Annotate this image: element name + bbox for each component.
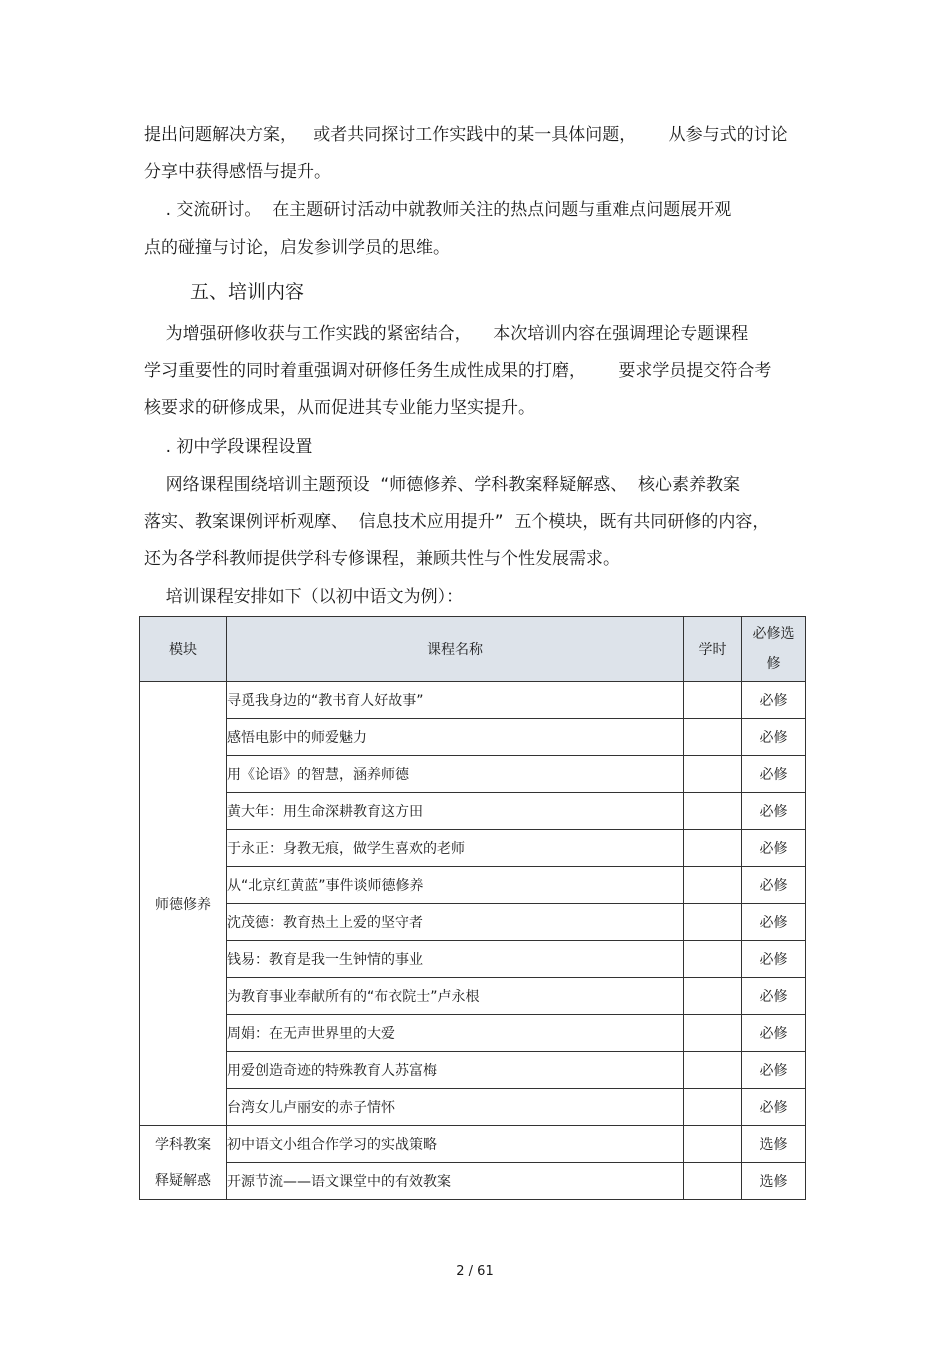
table-row: [140, 1015, 806, 1052]
hours-cell: [684, 1052, 742, 1089]
required-cell: 必修: [742, 978, 806, 1015]
hours-cell: [684, 867, 742, 904]
hours-cell: [684, 1163, 742, 1200]
header-hours: 学时: [684, 617, 742, 682]
required-cell: 选修: [742, 1126, 806, 1163]
hours-cell: [684, 904, 742, 941]
hours-cell: [684, 719, 742, 756]
required-cell: 必修: [742, 1052, 806, 1089]
hours-cell: [684, 830, 742, 867]
course-name-cell: 用爱创造奇迹的特殊教育人苏富梅: [227, 1052, 684, 1089]
hours-cell: [684, 793, 742, 830]
section-para-1-line-3: 核要求的研修成果，从而促进其专业能力坚实提升。: [144, 398, 535, 418]
course-name-cell: 寻觅我身边的“教书育人好故事”: [227, 682, 684, 719]
intro-line-3: . 交流研讨。 在主题研讨活动中就教师关注的热点问题与重难点问题展开观: [144, 200, 732, 220]
course-name-cell: 钱易：教育是我一生钟情的事业: [227, 941, 684, 978]
table-caption: 培训课程安排如下（以初中语文为例）：: [144, 587, 464, 607]
required-cell: 必修: [742, 756, 806, 793]
table-row: [140, 719, 806, 756]
course-name-cell: 沈茂德：教育热土上爱的坚守者: [227, 904, 684, 941]
section-para-2-line-1: 网络课程围绕培训主题预设 “师德修养、学科教案释疑解惑、 核心素养教案: [144, 475, 741, 495]
hours-cell: [684, 941, 742, 978]
module-cell-line-1: 学科教案: [155, 1136, 211, 1153]
required-cell: 必修: [742, 682, 806, 719]
header-course-name: 课程名称: [227, 617, 684, 682]
required-cell: 必修: [742, 941, 806, 978]
table-row: [140, 904, 806, 941]
course-name-cell: 从“北京红黄蓝”事件谈师德修养: [227, 867, 684, 904]
course-name-cell: 感悟电影中的师爱魅力: [227, 719, 684, 756]
course-name-cell: 周娟：在无声世界里的大爱: [227, 1015, 684, 1052]
table-row: [140, 793, 806, 830]
module-cell-ethics: 师德修养: [140, 682, 227, 1126]
intro-line-1: 提出问题解决方案， 或者共同探讨工作实践中的某一具体问题， 从参与式的讨论: [144, 125, 788, 145]
table-row: [140, 941, 806, 978]
header-required-line-1: 必修选: [752, 626, 795, 642]
required-cell: 必修: [742, 830, 806, 867]
table-row: [140, 978, 806, 1015]
header-required: [742, 617, 806, 682]
required-cell: 必修: [742, 867, 806, 904]
table-row: [140, 1089, 806, 1126]
hours-cell: [684, 1089, 742, 1126]
intro-line-2: 分享中获得感悟与提升。: [144, 162, 331, 182]
required-cell: 必修: [742, 904, 806, 941]
section-para-2-line-2: 落实、教案课例评析观摩、 信息技术应用提升” 五个模块，既有共同研修的内容，: [144, 512, 770, 532]
section-title: 五、培训内容: [190, 281, 305, 303]
table-header-row: [140, 617, 806, 682]
table-row: [140, 830, 806, 867]
hours-cell: [684, 682, 742, 719]
course-name-cell: 开源节流——语文课堂中的有效教案: [227, 1163, 684, 1200]
table-row: [140, 1126, 806, 1163]
course-name-cell: 用《论语》的智慧，涵养师德: [227, 756, 684, 793]
hours-cell: [684, 1126, 742, 1163]
module-cell-subject-lesson-plans: [140, 1126, 227, 1200]
intro-line-4: 点的碰撞与讨论，启发参训学员的思维。: [144, 238, 450, 258]
section-para-1-line-2: 学习重要性的同时着重强调对研修任务生成性成果的打磨， 要求学员提交符合考: [144, 361, 772, 381]
section-para-1-line-1: 为增强研修收获与工作实践的紧密结合， 本次培训内容在强调理论专题课程: [144, 324, 749, 344]
table-row: [140, 756, 806, 793]
hours-cell: [684, 1015, 742, 1052]
subsection-title: . 初中学段课程设置: [144, 437, 313, 457]
course-name-cell: 于永正：身教无痕，做学生喜欢的老师: [227, 830, 684, 867]
required-cell: 选修: [742, 1163, 806, 1200]
table-row: [140, 682, 806, 719]
course-table: [139, 616, 806, 1200]
section-para-2-line-3: 还为各学科教师提供学科专修课程，兼顾共性与个性发展需求。: [144, 549, 620, 569]
table-row: [140, 1163, 806, 1200]
course-name-cell: 黄大年：用生命深耕教育这方田: [227, 793, 684, 830]
course-name-cell: 初中语文小组合作学习的实战策略: [227, 1126, 684, 1163]
required-cell: 必修: [742, 1089, 806, 1126]
table-row: [140, 1052, 806, 1089]
module-cell-line-2: 释疑解惑: [155, 1172, 211, 1189]
course-name-cell: 台湾女儿卢丽安的赤子情怀: [227, 1089, 684, 1126]
required-cell: 必修: [742, 793, 806, 830]
header-module: 模块: [140, 617, 227, 682]
hours-cell: [684, 756, 742, 793]
table-row: [140, 867, 806, 904]
required-cell: 必修: [742, 1015, 806, 1052]
course-name-cell: 为教育事业奉献所有的“布衣院士”卢永根: [227, 978, 684, 1015]
required-cell: 必修: [742, 719, 806, 756]
page-number: 2 / 61: [456, 1264, 494, 1279]
hours-cell: [684, 978, 742, 1015]
header-required-line-2: 修: [766, 656, 781, 672]
